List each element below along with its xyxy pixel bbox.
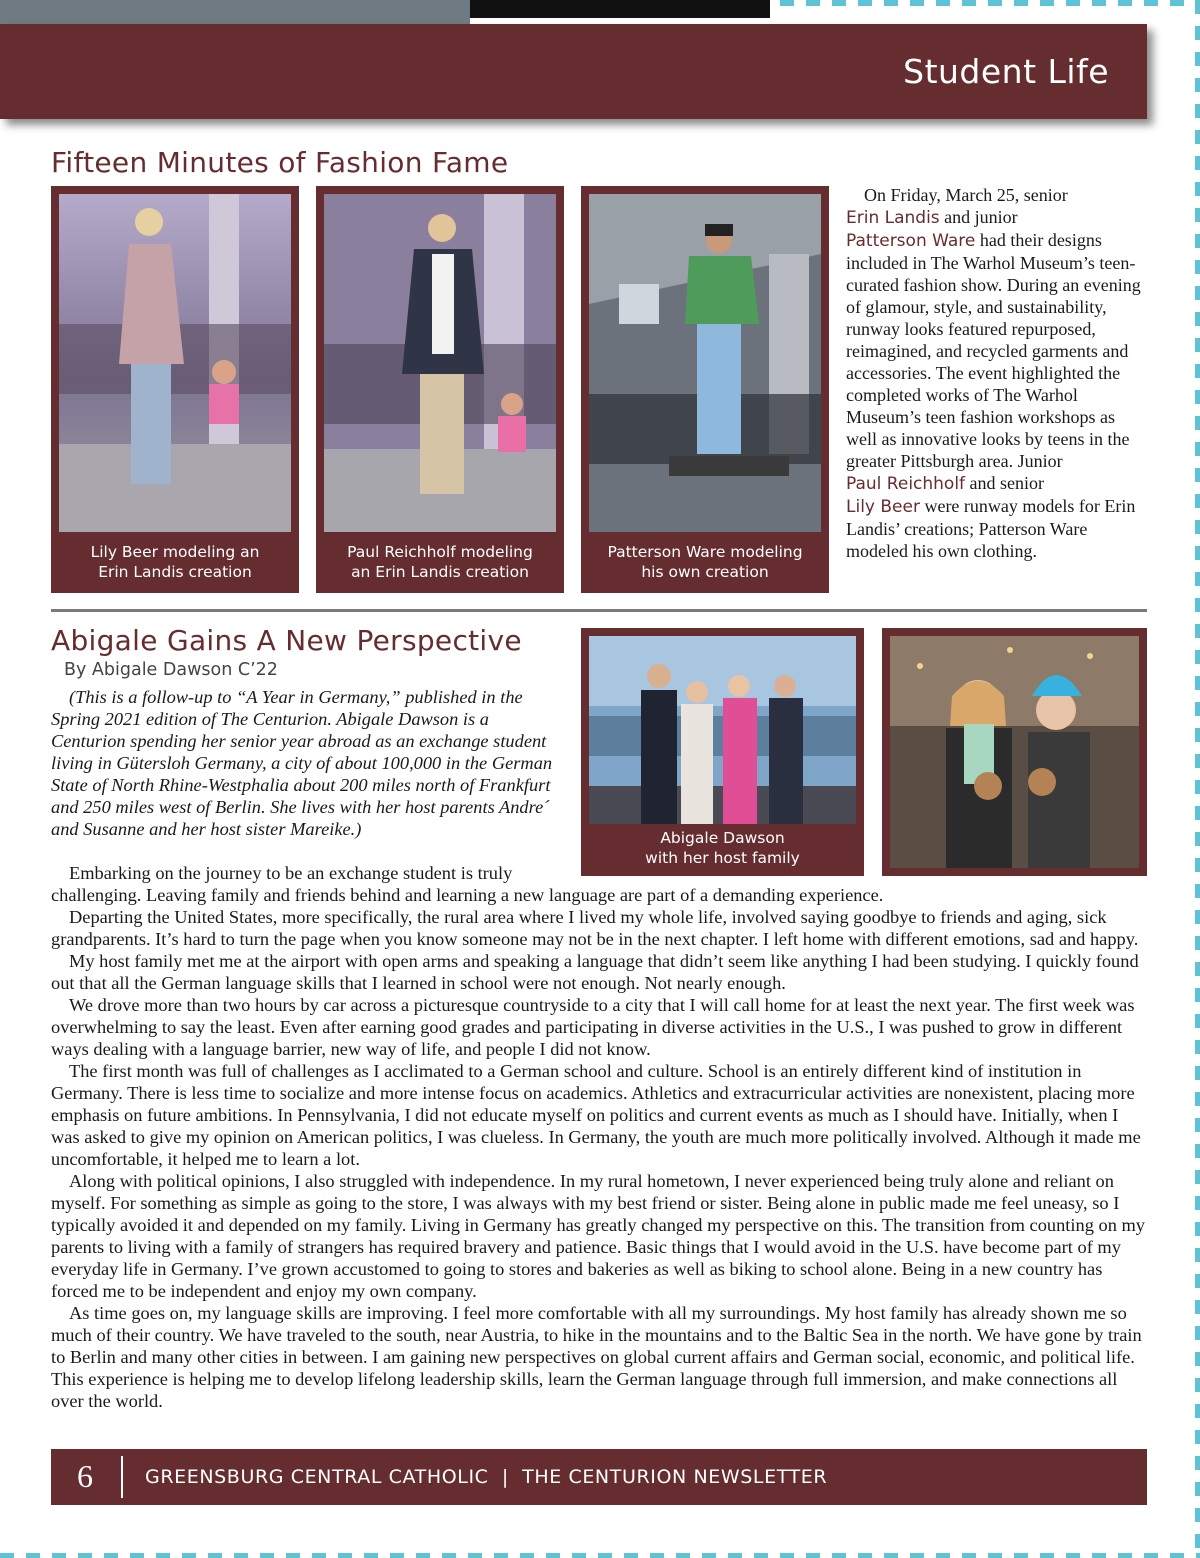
runway-photo-image (589, 194, 821, 532)
host-family-photo-image (589, 636, 856, 824)
runway-photo-image (59, 194, 291, 532)
section-title: Student Life (903, 52, 1109, 91)
footer-separator (121, 1456, 123, 1498)
body-first-line: Embarking on the journey to be an exchange student is truly (69, 863, 513, 883)
footer-publication: GREENSBURG CENTRAL CATHOLIC | THE CENTURION NEWSLETTER (145, 1466, 828, 1488)
photo-paul-reichholf (316, 186, 564, 593)
byline: By Abigale Dawson C’22 (64, 660, 278, 680)
article-title-perspective: Abigale Gains A New Perspective (51, 624, 522, 657)
article-title-fashion: Fifteen Minutes of Fashion Fame (51, 146, 509, 179)
editor-intro: (This is a follow-up to “A Year in Germany,” published in the Spring 2021 edition of The Centurion. Abigale Dawson is a Centurion spending her senior year abroad as an exchange student living in Gütersloh Germany, a city of about 100,000 in the German State of North Rhine-Westphalia about 200 miles north of Frankfurt and 250 miles west of Berlin. She lives with her host parents Andre´ and Susanne and her host sister Mareike.) (51, 687, 553, 839)
name-paul-reichholf: Paul Reichholf (846, 474, 966, 494)
photo-caption: Paul Reichholf modeling an Erin Landis creation (347, 543, 533, 581)
section-divider (51, 609, 1147, 612)
section-banner (0, 24, 1147, 119)
name-erin-landis: Erin Landis (846, 208, 940, 228)
photo-patterson-ware (581, 186, 829, 593)
article-body (51, 884, 1149, 1412)
header-black-bar (470, 0, 770, 18)
body-paragraph: The first month was full of challenges as I acclimated to a German school and culture. School is an entirely different kind of institution in Germany. There is less time to socialize and more intense focus on academics. Athletics and extracurricular activities are nonexistent, placing more emphasis on future ambitions. In Pennsylvania, I did not educate myself on politics and current events as much as I should have. Initially, when I was asked to give my opinion on American politics, I was clueless. In Germany, the youth are much more politically involved. Although it made me uncomfortable, it helped me to learn a lot. (51, 1061, 1141, 1169)
body-paragraph: We drove more than two hours by car across a picturesque countryside to a city that I will call home for at least the next year. The first week was overwhelming to say the least. Even after earning good grades and participating in diverse activities in the U.S., I was pushed to grow in different ways dealing with a language barrier, new way of life, and people I did not know. (51, 995, 1135, 1059)
photo-caption: Abigale Dawson with her host family (645, 829, 800, 867)
body-paragraph: As time goes on, my language skills are improving. I feel more comfortable with all my surroundings. My host family has already shown me so much of their country. We have traveled to the south, near Austria, to hike in the mountains and to the Baltic Sea in the north. We have gone by train to Berlin and many other cities in between. I am gaining new perspectives on global current affairs and German social, economic, and political life. This experience is helping me to develop lifelong leadership skills, learn the German language through full immersion, and make connections all over the world. (51, 1303, 1142, 1411)
photo-caption: Lily Beer modeling an Erin Landis creation (90, 543, 260, 581)
header-grey-bar (0, 0, 470, 26)
photo-caption: Patterson Ware modeling his own creation (607, 543, 803, 581)
body-paragraph: My host family met me at the airport with open arms and speaking a language that didn’t seem like anything I had been studying. I quickly found out that all the German language skills that I learned in school were not enough. Not nearly enough. (51, 951, 1139, 993)
body-paragraph: Along with political opinions, I also struggled with independence. In my rural hometown, I never experienced being truly alone and reliant on myself. For something as simple as going to the store, I was always with my best friend or sister. Being alone in public made me feel uneasy, so I typically avoided it and depended on my family. Living in Germany has greatly changed my perspective on this. The transition from counting on my parents to living with a family of strangers has required bravery and patience. Basic things that I would avoid in the U.S. have become part of my everyday life in Germany. I’ve grown accustomed to going to stores and bakeries as well as biking to school alone. Being in a new country has forced me to be independent and enjoy my own company. (51, 1171, 1145, 1301)
photo-host-family (581, 628, 864, 876)
body-paragraph: Departing the United States, more specifically, the rural area where I lived my whole life, involved saying goodbye to friends and aging, sick grandparents. It’s hard to turn the page when you know someone may not be in the next chapter. I left home with different emotions, sad and happy. (51, 907, 1139, 949)
name-lily-beer: Lily Beer (846, 497, 920, 517)
body-paragraph: challenging. Leaving family and friends behind and learning a new language are part of a demanding experience. (51, 885, 884, 905)
runway-photo-image (324, 194, 556, 532)
page-number: 6 (77, 1458, 93, 1494)
photo-lily-beer (51, 186, 299, 593)
name-patterson-ware: Patterson Ware (846, 231, 976, 251)
bottom-dashed-border (0, 1553, 1200, 1558)
right-dashed-border (1195, 0, 1200, 1558)
page-footer (51, 1449, 1147, 1505)
friends-photo-image (890, 636, 1139, 868)
fashion-article-text: On Friday, March 25, senior Erin Landis and junior Patterson Ware had their designs included in The Warhol Museum’s teen-curated fashion show. During an evening of glamour, style, and sustainability, runway looks featured repurposed, reimagined, and recycled garments and accessories. The event highlighted the completed works of The Warhol Museum’s teen fashion workshops as well as innovative looks by teens in the greater Pittsburgh area. Junior Paul Reichholf and senior Lily Beer were runway models for Erin Landis’ creations; Patterson Ware modeled his own clothing. (846, 185, 1141, 561)
photo-friends-bakery (882, 628, 1147, 876)
